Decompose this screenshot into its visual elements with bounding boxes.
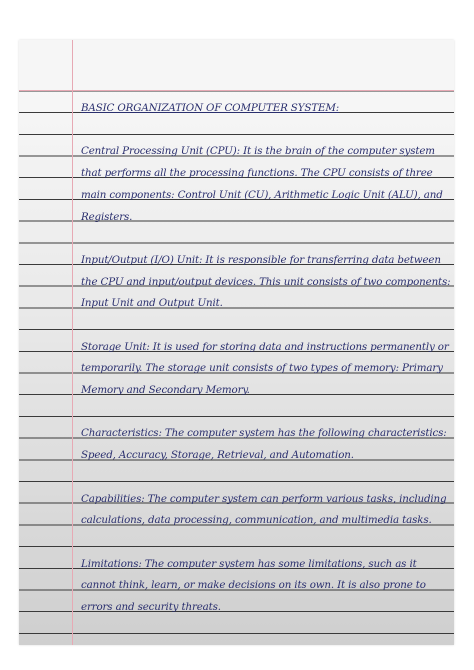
- handwritten-notes: [81, 98, 451, 640]
- margin-line: [72, 40, 73, 645]
- header-rule-line: [19, 90, 454, 91]
- paragraph-capabilities: Capabilities: The computer system can perform various tasks, including calculations, data processing, communication, and multimedia tasks.: [81, 492, 447, 527]
- paragraph-limitations: Limitations: The computer system has some limitations, such as it cannot think, learn, or make decisions on its own. It is also prone to errors and security threats.: [81, 557, 426, 614]
- page-header-band: [19, 40, 454, 90]
- paragraph-cpu: Central Processing Unit (CPU): It is the brain of the computer system that performs all the processing functions. The CPU consists of three main components: Control Unit (CU), Arithmetic Logic Unit (ALU), and Registers.: [81, 145, 443, 223]
- notebook-page: [19, 40, 454, 645]
- paragraph-characteristics: Characteristics: The computer system has the following characteristics: Speed, Accuracy, Storage, Retrieval, and Automation.: [81, 427, 447, 462]
- paragraph-io-unit: Input/Output (I/O) Unit: It is responsible for transferring data between the CPU and input/output devices. This unit consists of two components: Input Unit and Output Unit.: [81, 253, 451, 310]
- paragraph-storage-unit: Storage Unit: It is used for storing data and instructions permanently or temporarily. The storage unit consists of two types of memory: Primary Memory and Secondary Memory.: [81, 340, 449, 397]
- notes-heading: BASIC ORGANIZATION OF COMPUTER SYSTEM:: [81, 102, 340, 114]
